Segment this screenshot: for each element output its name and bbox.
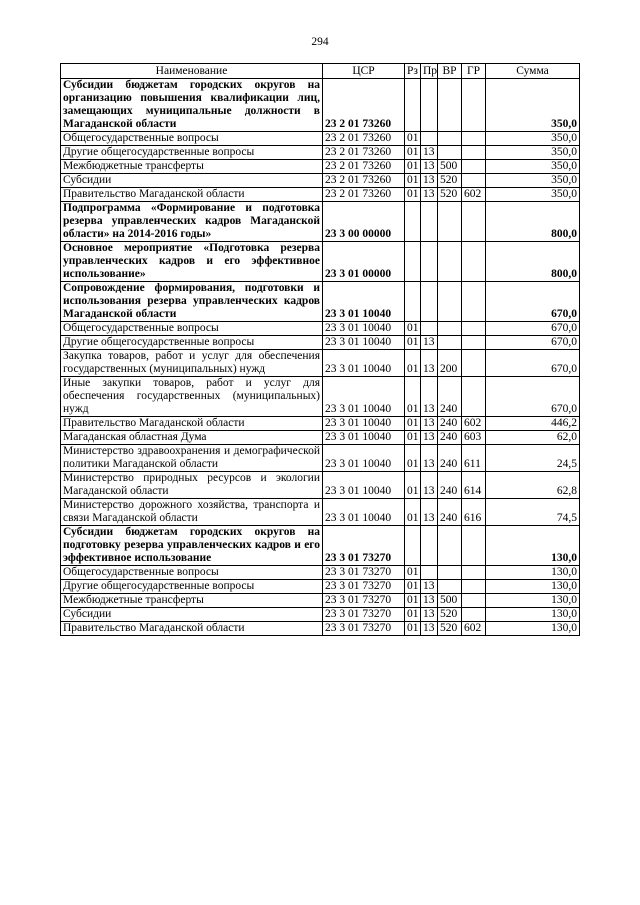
vr-cell: 240	[438, 377, 462, 417]
gr-cell	[462, 608, 486, 622]
rz-cell: 01	[405, 499, 421, 526]
pr-cell	[421, 526, 438, 566]
pr-cell: 13	[421, 594, 438, 608]
vr-cell: 240	[438, 445, 462, 472]
name-cell: Министерство здравоохранения и демографической политики Магаданской области	[61, 445, 323, 472]
sum-cell: 62,8	[486, 472, 580, 499]
rz-cell	[405, 242, 421, 282]
rz-cell: 01	[405, 472, 421, 499]
pr-cell	[421, 79, 438, 132]
rz-cell: 01	[405, 608, 421, 622]
rz-cell: 01	[405, 377, 421, 417]
sum-cell: 350,0	[486, 174, 580, 188]
csr-cell: 23 3 01 10040	[323, 377, 405, 417]
rz-cell: 01	[405, 594, 421, 608]
vr-cell	[438, 580, 462, 594]
csr-cell: 23 3 01 73270	[323, 566, 405, 580]
pr-cell: 13	[421, 174, 438, 188]
name-cell: Межбюджетные трансферты	[61, 594, 323, 608]
rz-cell: 01	[405, 417, 421, 431]
vr-cell: 240	[438, 417, 462, 431]
gr-cell	[462, 336, 486, 350]
sum-cell: 350,0	[486, 188, 580, 202]
pr-cell: 13	[421, 431, 438, 445]
name-cell: Межбюджетные трансферты	[61, 160, 323, 174]
rz-cell: 01	[405, 445, 421, 472]
table-row	[61, 336, 580, 350]
csr-cell: 23 3 01 10040	[323, 282, 405, 322]
sum-cell: 350,0	[486, 132, 580, 146]
table-row	[61, 242, 580, 282]
name-cell: Субсидии бюджетам городских округов на подготовку резерва управленческих кадров и его эффективное использование	[61, 526, 323, 566]
pr-cell: 13	[421, 350, 438, 377]
gr-cell: 614	[462, 472, 486, 499]
vr-cell: 520	[438, 174, 462, 188]
header-csr: ЦСР	[323, 64, 405, 79]
pr-cell: 13	[421, 160, 438, 174]
sum-cell: 670,0	[486, 322, 580, 336]
gr-cell	[462, 282, 486, 322]
vr-cell	[438, 202, 462, 242]
vr-cell	[438, 79, 462, 132]
table-row	[61, 174, 580, 188]
name-cell: Правительство Магаданской области	[61, 188, 323, 202]
sum-cell: 350,0	[486, 146, 580, 160]
budget-table	[60, 63, 580, 636]
table-row	[61, 526, 580, 566]
csr-cell: 23 3 00 00000	[323, 202, 405, 242]
table-row	[61, 188, 580, 202]
gr-cell: 602	[462, 417, 486, 431]
name-cell: Подпрограмма «Формирование и подготовка резерва управленческих кадров Магаданской области» на 2014-2016 годы»	[61, 202, 323, 242]
csr-cell: 23 3 01 10040	[323, 336, 405, 350]
name-cell: Общегосударственные вопросы	[61, 132, 323, 146]
gr-cell: 602	[462, 188, 486, 202]
table-row	[61, 622, 580, 636]
pr-cell: 13	[421, 188, 438, 202]
vr-cell	[438, 336, 462, 350]
sum-cell: 130,0	[486, 580, 580, 594]
table-row	[61, 417, 580, 431]
table-row	[61, 322, 580, 336]
gr-cell: 616	[462, 499, 486, 526]
vr-cell	[438, 242, 462, 282]
gr-cell	[462, 132, 486, 146]
vr-cell: 520	[438, 188, 462, 202]
header-name: Наименование	[61, 64, 323, 79]
name-cell: Другие общегосударственные вопросы	[61, 146, 323, 160]
gr-cell	[462, 526, 486, 566]
table-row	[61, 472, 580, 499]
name-cell: Сопровождение формирования, подготовки и использования резерва управленческих кадров Магаданской области	[61, 282, 323, 322]
table-row	[61, 499, 580, 526]
gr-cell: 611	[462, 445, 486, 472]
header-gr: ГР	[462, 64, 486, 79]
pr-cell: 13	[421, 417, 438, 431]
gr-cell	[462, 160, 486, 174]
table-row	[61, 445, 580, 472]
rz-cell: 01	[405, 160, 421, 174]
table-header-row	[61, 64, 580, 79]
name-cell: Субсидии	[61, 608, 323, 622]
vr-cell	[438, 146, 462, 160]
rz-cell: 01	[405, 146, 421, 160]
name-cell: Общегосударственные вопросы	[61, 566, 323, 580]
rz-cell: 01	[405, 350, 421, 377]
name-cell: Правительство Магаданской области	[61, 622, 323, 636]
gr-cell	[462, 174, 486, 188]
pr-cell	[421, 132, 438, 146]
name-cell: Магаданская областная Дума	[61, 431, 323, 445]
csr-cell: 23 2 01 73260	[323, 188, 405, 202]
csr-cell: 23 3 01 10040	[323, 499, 405, 526]
csr-cell: 23 3 01 73270	[323, 580, 405, 594]
name-cell: Общегосударственные вопросы	[61, 322, 323, 336]
vr-cell	[438, 526, 462, 566]
sum-cell: 670,0	[486, 336, 580, 350]
name-cell: Другие общегосударственные вопросы	[61, 580, 323, 594]
sum-cell: 800,0	[486, 202, 580, 242]
pr-cell	[421, 566, 438, 580]
table-row	[61, 580, 580, 594]
csr-cell: 23 3 01 10040	[323, 322, 405, 336]
vr-cell: 240	[438, 499, 462, 526]
pr-cell	[421, 202, 438, 242]
sum-cell: 130,0	[486, 594, 580, 608]
vr-cell: 240	[438, 472, 462, 499]
csr-cell: 23 3 01 73270	[323, 594, 405, 608]
name-cell: Субсидии	[61, 174, 323, 188]
csr-cell: 23 3 01 73270	[323, 622, 405, 636]
sum-cell: 350,0	[486, 79, 580, 132]
csr-cell: 23 3 01 10040	[323, 417, 405, 431]
csr-cell: 23 3 01 00000	[323, 242, 405, 282]
pr-cell: 13	[421, 580, 438, 594]
sum-cell: 130,0	[486, 526, 580, 566]
pr-cell: 13	[421, 377, 438, 417]
vr-cell	[438, 566, 462, 580]
gr-cell	[462, 202, 486, 242]
rz-cell: 01	[405, 566, 421, 580]
rz-cell: 01	[405, 580, 421, 594]
sum-cell: 130,0	[486, 608, 580, 622]
csr-cell: 23 2 01 73260	[323, 79, 405, 132]
gr-cell	[462, 350, 486, 377]
csr-cell: 23 3 01 10040	[323, 431, 405, 445]
name-cell: Министерство дорожного хозяйства, транспорта и связи Магаданской области	[61, 499, 323, 526]
sum-cell: 670,0	[486, 377, 580, 417]
csr-cell: 23 2 01 73260	[323, 174, 405, 188]
name-cell: Закупка товаров, работ и услуг для обеспечения государственных (муниципальных) нужд	[61, 350, 323, 377]
sum-cell: 62,0	[486, 431, 580, 445]
sum-cell: 24,5	[486, 445, 580, 472]
rz-cell: 01	[405, 336, 421, 350]
table-row	[61, 431, 580, 445]
rz-cell	[405, 202, 421, 242]
table-row	[61, 282, 580, 322]
gr-cell	[462, 322, 486, 336]
csr-cell: 23 2 01 73260	[323, 160, 405, 174]
pr-cell: 13	[421, 472, 438, 499]
gr-cell	[462, 580, 486, 594]
pr-cell	[421, 282, 438, 322]
vr-cell: 520	[438, 622, 462, 636]
gr-cell	[462, 594, 486, 608]
pr-cell	[421, 242, 438, 282]
pr-cell: 13	[421, 445, 438, 472]
rz-cell	[405, 79, 421, 132]
sum-cell: 800,0	[486, 242, 580, 282]
vr-cell	[438, 132, 462, 146]
name-cell: Другие общегосударственные вопросы	[61, 336, 323, 350]
page-number: 294	[311, 36, 329, 48]
csr-cell: 23 3 01 73270	[323, 608, 405, 622]
table-row	[61, 79, 580, 132]
table-row	[61, 202, 580, 242]
header-rz: Рз	[405, 64, 421, 79]
vr-cell: 200	[438, 350, 462, 377]
gr-cell: 602	[462, 622, 486, 636]
rz-cell	[405, 282, 421, 322]
sum-cell: 74,5	[486, 499, 580, 526]
rz-cell	[405, 526, 421, 566]
pr-cell: 13	[421, 146, 438, 160]
sum-cell: 670,0	[486, 350, 580, 377]
name-cell: Правительство Магаданской области	[61, 417, 323, 431]
rz-cell: 01	[405, 322, 421, 336]
name-cell: Основное мероприятие «Подготовка резерва управленческих кадров и его эффективное использование»	[61, 242, 323, 282]
csr-cell: 23 3 01 10040	[323, 445, 405, 472]
gr-cell	[462, 242, 486, 282]
vr-cell: 240	[438, 431, 462, 445]
gr-cell	[462, 566, 486, 580]
gr-cell: 603	[462, 431, 486, 445]
sum-cell: 446,2	[486, 417, 580, 431]
pr-cell: 13	[421, 608, 438, 622]
header-vr: ВР	[438, 64, 462, 79]
table-row	[61, 132, 580, 146]
table-row	[61, 146, 580, 160]
table-row	[61, 350, 580, 377]
name-cell: Иные закупки товаров, работ и услуг для обеспечения государственных (муниципальных) нужд	[61, 377, 323, 417]
pr-cell: 13	[421, 622, 438, 636]
table-row	[61, 566, 580, 580]
table-row	[61, 608, 580, 622]
vr-cell	[438, 322, 462, 336]
sum-cell: 350,0	[486, 160, 580, 174]
gr-cell	[462, 377, 486, 417]
name-cell: Министерство природных ресурсов и экологии Магаданской области	[61, 472, 323, 499]
csr-cell: 23 3 01 10040	[323, 350, 405, 377]
rz-cell: 01	[405, 622, 421, 636]
vr-cell: 520	[438, 608, 462, 622]
sum-cell: 670,0	[486, 282, 580, 322]
sum-cell: 130,0	[486, 622, 580, 636]
table-row	[61, 594, 580, 608]
rz-cell: 01	[405, 431, 421, 445]
csr-cell: 23 3 01 10040	[323, 472, 405, 499]
rz-cell: 01	[405, 174, 421, 188]
table-row	[61, 160, 580, 174]
vr-cell	[438, 282, 462, 322]
sum-cell: 130,0	[486, 566, 580, 580]
gr-cell	[462, 79, 486, 132]
rz-cell: 01	[405, 188, 421, 202]
csr-cell: 23 2 01 73260	[323, 132, 405, 146]
rz-cell: 01	[405, 132, 421, 146]
table-row	[61, 377, 580, 417]
name-cell: Субсидии бюджетам городских округов на организацию повышения квалификации лиц, замещающих муниципальные должности в Магаданской области	[61, 79, 323, 132]
csr-cell: 23 3 01 73270	[323, 526, 405, 566]
pr-cell: 13	[421, 336, 438, 350]
table-body	[61, 79, 580, 636]
pr-cell	[421, 322, 438, 336]
header-sum: Сумма	[486, 64, 580, 79]
pr-cell: 13	[421, 499, 438, 526]
gr-cell	[462, 146, 486, 160]
csr-cell: 23 2 01 73260	[323, 146, 405, 160]
vr-cell: 500	[438, 160, 462, 174]
vr-cell: 500	[438, 594, 462, 608]
header-pr: Пр	[421, 64, 438, 79]
